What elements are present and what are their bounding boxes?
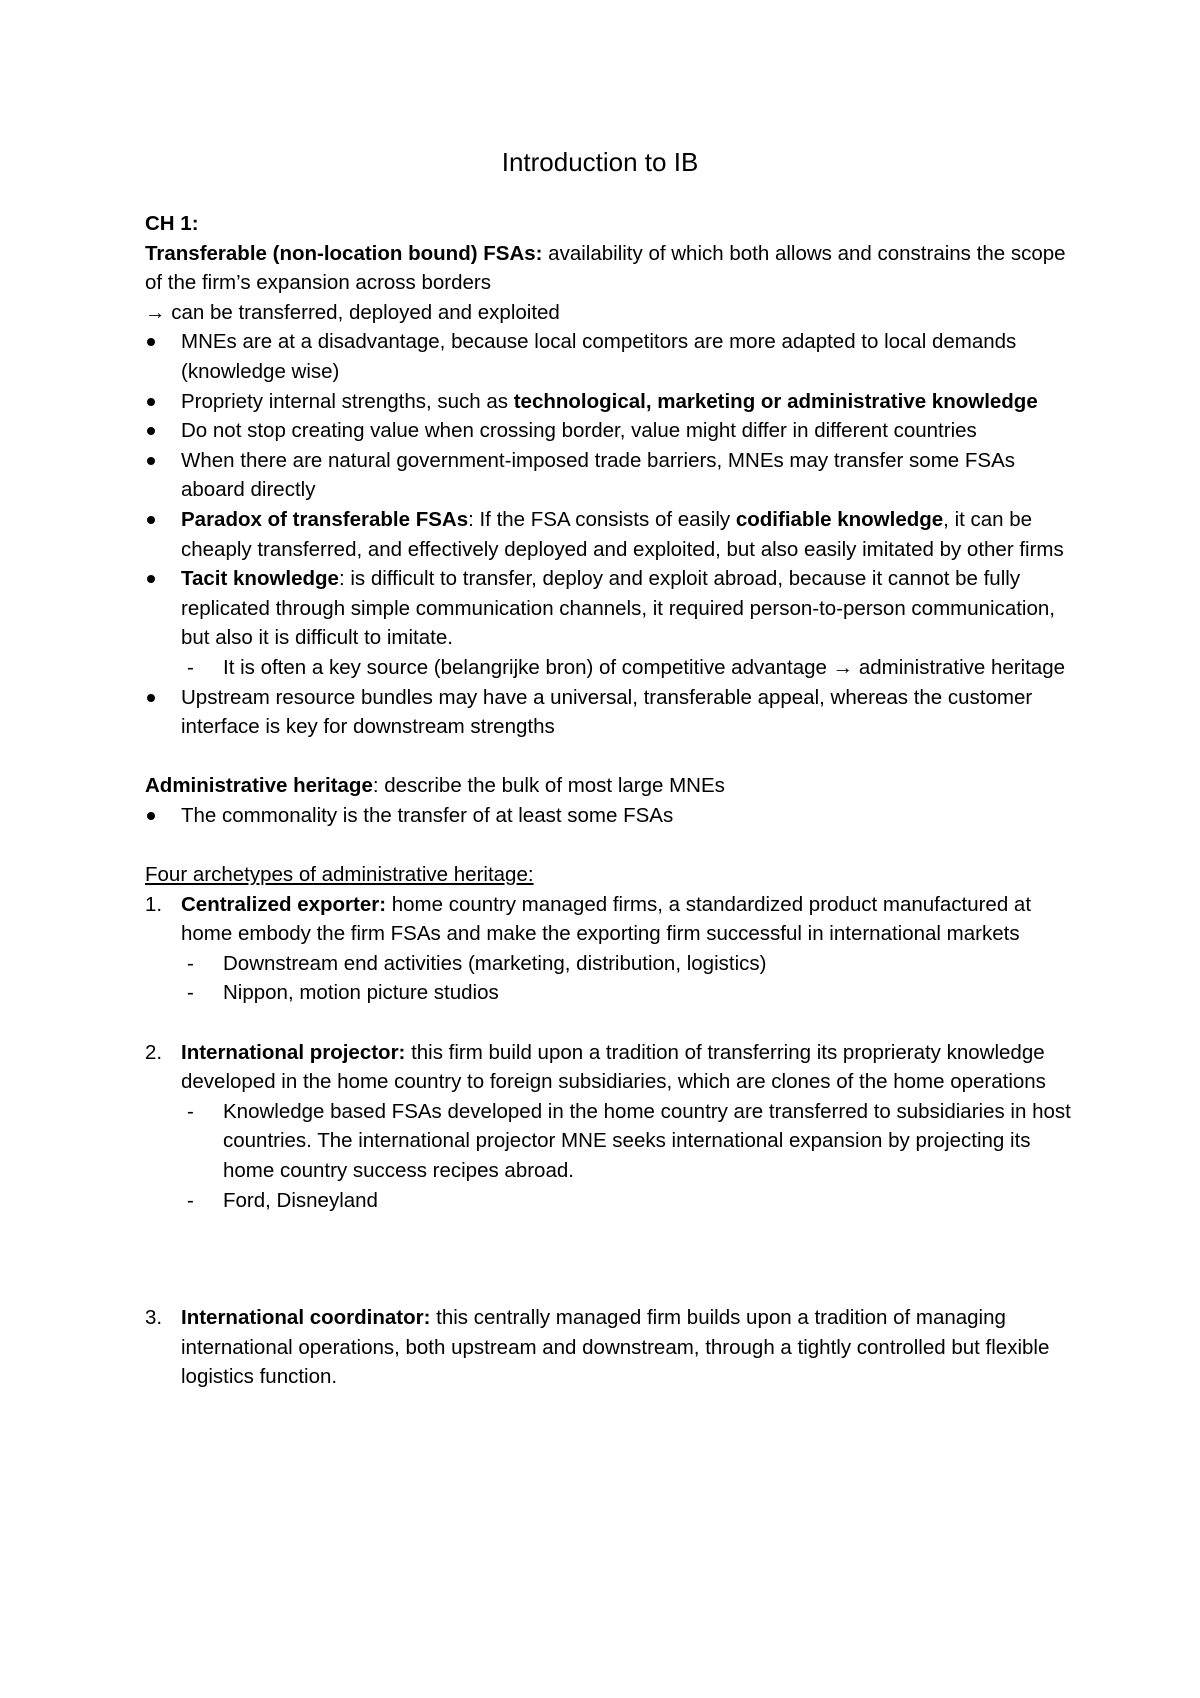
bullet-bold-text: Paradox of transferable FSAs [181, 507, 469, 531]
archetype-item [145, 890, 1080, 1008]
admin-heritage-definition [145, 771, 1080, 801]
sub-list [181, 1097, 1080, 1215]
archetypes-list [145, 890, 1080, 1008]
list-number: 3. [145, 1306, 163, 1330]
bullet-text: MNEs are at a disadvantage, because local competitors are more adapted to local demands (knowledge wise) [181, 330, 1017, 383]
admin-bullet-list [145, 801, 1080, 831]
transferable-label: Transferable (non-location bound) FSAs: [145, 241, 543, 265]
sub-list [181, 949, 1080, 1008]
spacer [145, 830, 1080, 860]
spacer [145, 1215, 1080, 1303]
bullet-item [145, 683, 1080, 742]
bullet-text: When there are natural government-imposed trade barriers, MNEs may transfer some FSAs aboard directly [181, 448, 1015, 502]
list-number: 2. [145, 1040, 163, 1064]
archetype-text: home country managed firms, a standardized product manufactured at home embody the firm FSAs and make the exporting firm successful in international markets [181, 892, 1032, 946]
transferable-arrow-line: → can be transferred, deployed and exploited [145, 300, 560, 324]
bullet-bold-text: Tacit knowledge [181, 567, 339, 591]
bullet-text: : If the FSA consists of easily [468, 507, 736, 531]
archetype-item [145, 1038, 1080, 1216]
sub-item: - Downstream end activities (marketing, distribution, logistics) [181, 949, 1080, 979]
archetype-text: this centrally managed firm builds upon a tradition of managing international operations, both upstream and downstream, through a tightly controlled but flexible logistics function. [181, 1306, 1050, 1389]
archetype-label: International projector: [181, 1040, 406, 1064]
bullet-item [145, 505, 1080, 564]
sub-item: - Ford, Disneyland [181, 1186, 1080, 1216]
sub-item: - Nippon, motion picture studios [181, 978, 1080, 1008]
bullet-item [145, 416, 1080, 446]
archetype-label: Centralized exporter: [181, 892, 387, 916]
bullet-bold-text: codifiable knowledge [735, 507, 944, 531]
transferable-definition [145, 239, 1080, 298]
document-title: Introduction to IB [501, 147, 699, 177]
chapter-heading [145, 209, 1080, 239]
bullet-text: : is difficult to transfer, deploy and exploit abroad, because it cannot be fully replicated through simple communication channels, it required person-to-person communication, but also it is difficult to imitate. [181, 567, 1055, 650]
bullet-item [145, 327, 1080, 386]
transferable-text: availability of which both allows and constrains the scope of the firm’s expansion across borders [145, 241, 1066, 295]
bullet-item [145, 564, 1080, 682]
bullet-item [145, 446, 1080, 505]
admin-heritage-label: Administrative heritage [145, 774, 373, 798]
bullet-text: , it can be cheaply transferred, and effectively deployed and exploited, but also easily imitated by other firms [181, 507, 1064, 561]
archetype-item [145, 1303, 1080, 1392]
bullet-item [145, 387, 1080, 417]
transferable-bullet-list [145, 327, 1080, 741]
bullet-bold-text: technological, marketing or administrative knowledge [513, 389, 1038, 413]
sub-item: - It is often a key source (belangrijke bron) of competitive advantage → administrative heritage [181, 653, 1080, 683]
list-number: 1. [145, 892, 163, 916]
archetypes-list [145, 1038, 1080, 1216]
archetype-text: this firm build upon a tradition of transferring its proprieraty knowledge developed in the home country to foreign subsidiaries, which are clones of the home operations [181, 1040, 1046, 1094]
spacer [145, 1008, 1080, 1038]
chapter-heading-text: CH 1: [145, 212, 199, 235]
archetypes-list [145, 1303, 1080, 1392]
bullet-item: The commonality is the transfer of at least some FSAs [145, 801, 1080, 831]
sub-item: - Knowledge based FSAs developed in the home country are transferred to subsidiaries in host countries. The international projector MNE seeks international expansion by projecting its home country success recipes abroad. [181, 1097, 1080, 1186]
bullet-text: Upstream resource bundles may have a universal, transferable appeal, whereas the customer interface is key for downstream strengths [181, 685, 1033, 739]
spacer [145, 742, 1080, 772]
archetypes-heading-text: Four archetypes of administrative heritage: [145, 863, 534, 887]
bullet-text: Do not stop creating value when crossing border, value might differ in different countries [181, 419, 977, 443]
archetype-label: International coordinator: [181, 1306, 431, 1330]
bullet-text: Propriety internal strengths, such as [181, 389, 514, 413]
sub-list [181, 653, 1080, 683]
archetypes-heading [145, 860, 1080, 890]
admin-heritage-text: : describe the bulk of most large MNEs [372, 774, 725, 798]
